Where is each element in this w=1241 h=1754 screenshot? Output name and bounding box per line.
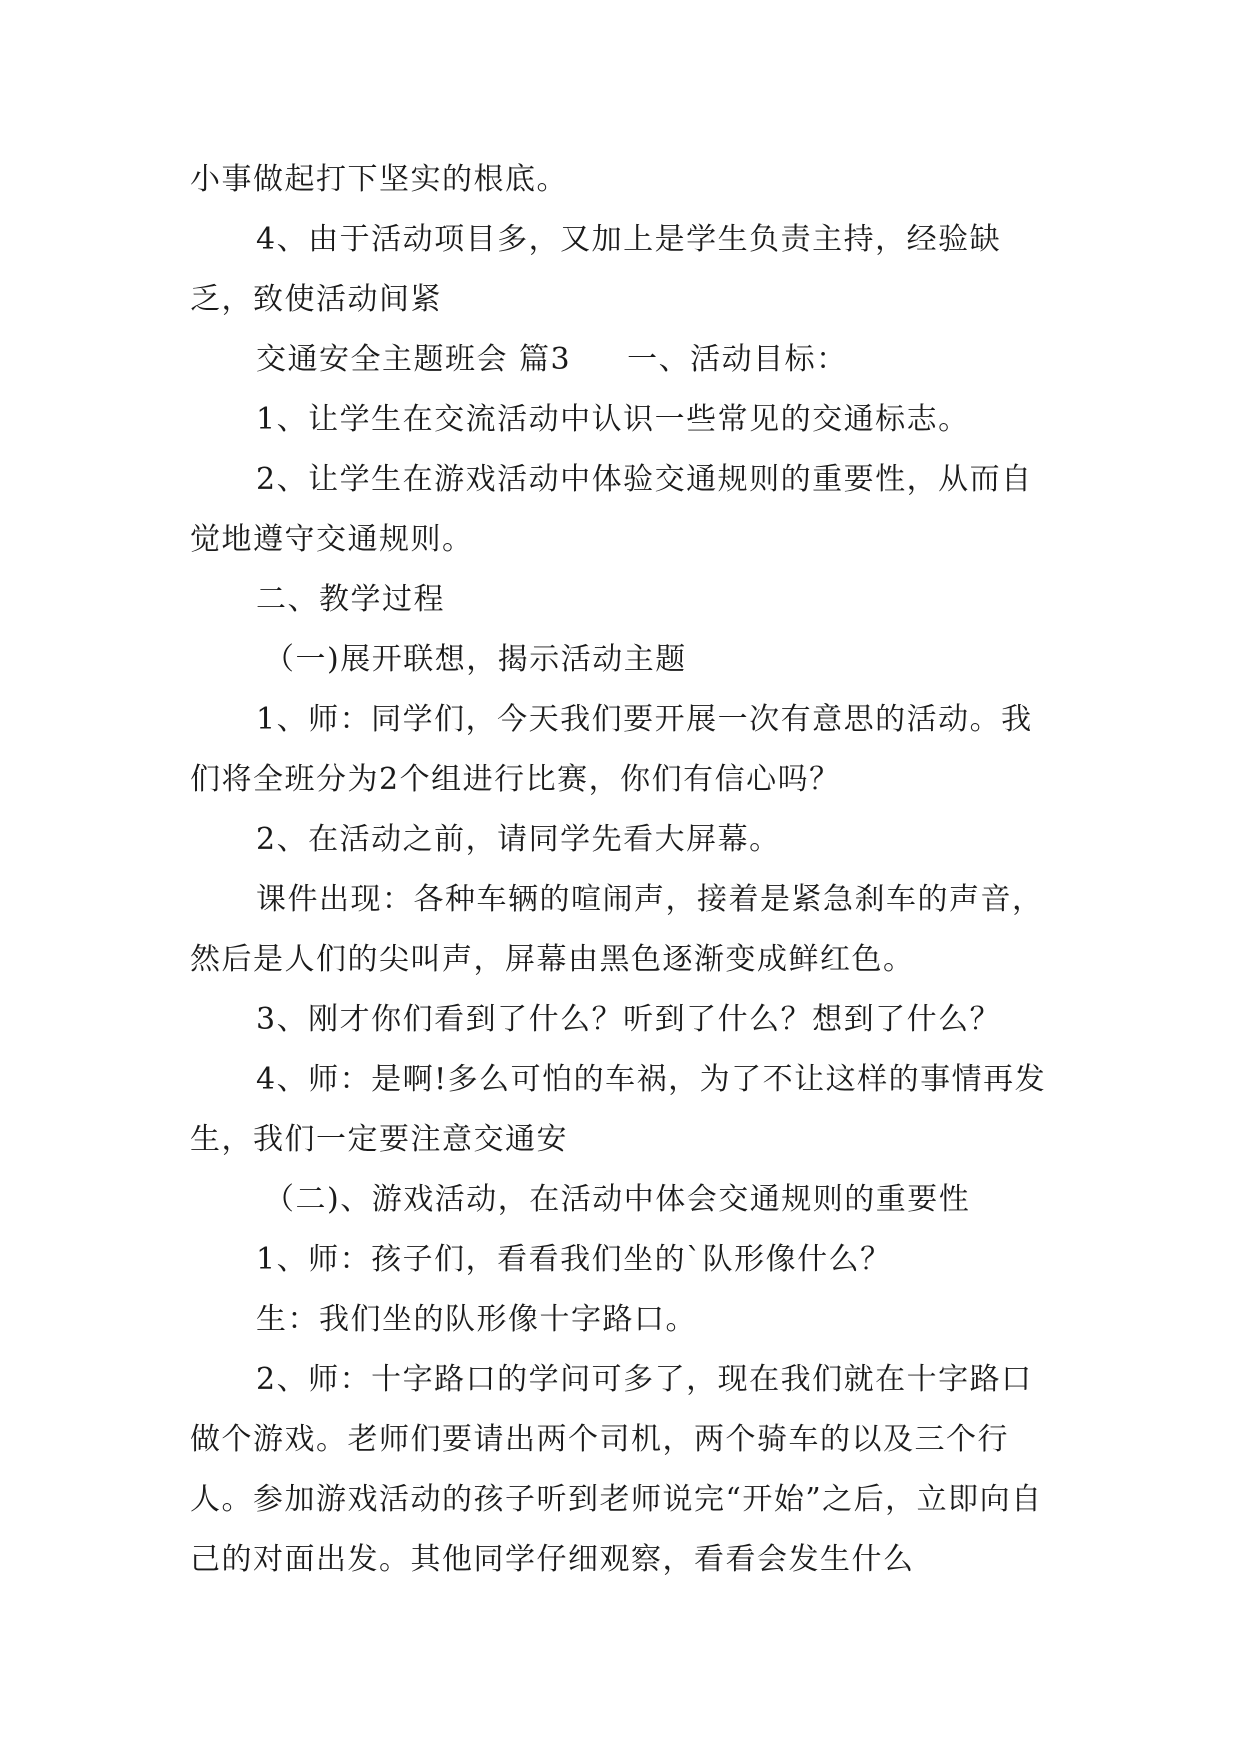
paragraph: 4、师：是啊!多么可怕的车祸，为了不让这样的事情再发生，我们一定要注意交通安 bbox=[190, 1062, 1047, 1157]
paragraph: 1、师：孩子们，看看我们坐的`队形像什么？ bbox=[256, 1242, 892, 1277]
subsection-heading: （一)展开联想，揭示活动主题 bbox=[264, 642, 687, 677]
paragraph: 小事做起打下坚实的根底。 bbox=[190, 162, 568, 197]
paragraph: 生：我们坐的队形像十字路口。 bbox=[256, 1302, 697, 1337]
document-body bbox=[190, 150, 1052, 1590]
subsection-heading: 二、教学过程 bbox=[256, 582, 445, 617]
paragraph: 3、刚才你们看到了什么？听到了什么？想到了什么？ bbox=[256, 1002, 1002, 1037]
paragraph: 1、师：同学们，今天我们要开展一次有意思的活动。我们将全班分为2个组进行比赛，你们有信心吗？ bbox=[190, 702, 1033, 797]
paragraph: 2、在活动之前，请同学先看大屏幕。 bbox=[256, 822, 781, 857]
section-title: 交通安全主题班会 篇3 bbox=[256, 342, 572, 377]
section-heading-line bbox=[190, 330, 1052, 390]
subsection-heading: 一、活动目标： bbox=[627, 342, 848, 377]
paragraph: 4、由于活动项目多，又加上是学生负责主持，经验缺乏，致使活动间紧 bbox=[190, 222, 1002, 317]
subsection-heading: （二)、游戏活动，在活动中体会交通规则的重要性 bbox=[264, 1182, 971, 1217]
paragraph: 1、让学生在交流活动中认识一些常见的交通标志。 bbox=[256, 402, 970, 437]
paragraph: 课件出现：各种车辆的喧闹声，接着是紧急刹车的声音，然后是人们的尖叫声，屏幕由黑色逐渐变成鲜红色。 bbox=[190, 882, 1044, 977]
paragraph: 2、师：十字路口的学问可多了，现在我们就在十字路口做个游戏。老师们要请出两个司机，两个骑车的以及三个行人。参加游戏活动的孩子听到老师说完“开始”之后，立即向自己的对面出发。其他同学仔细观察，看看会发生什么 bbox=[190, 1362, 1043, 1577]
paragraph: 2、让学生在游戏活动中体验交通规则的重要性，从而自觉地遵守交通规则。 bbox=[190, 462, 1033, 557]
